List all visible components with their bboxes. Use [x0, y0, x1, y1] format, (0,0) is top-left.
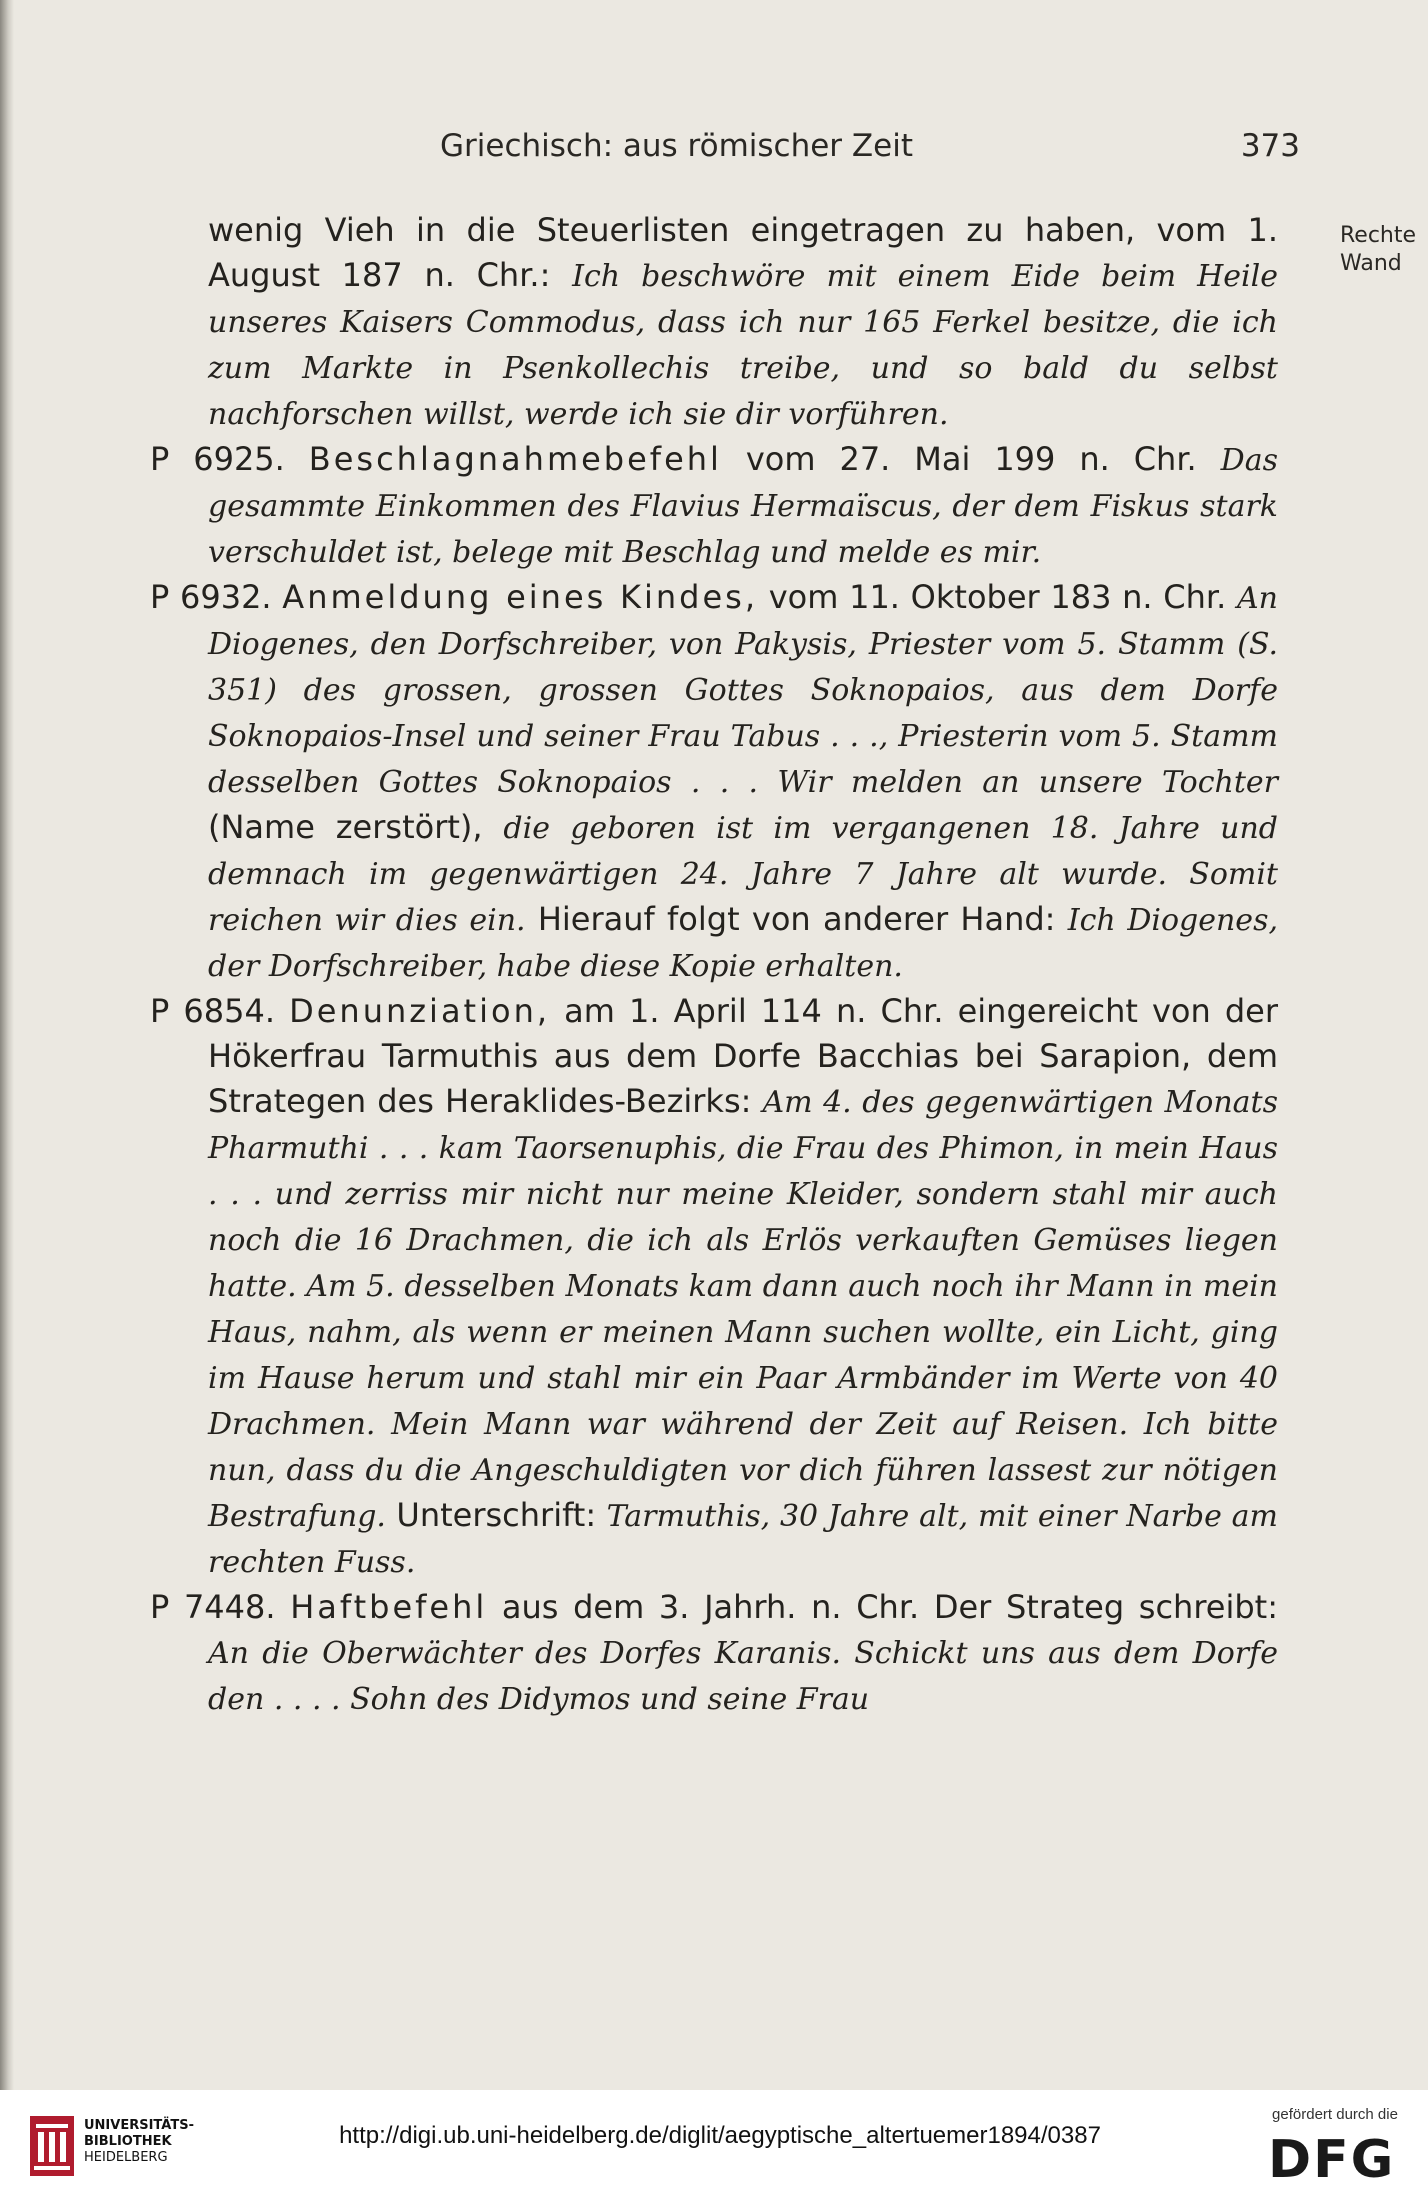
- entry-text: vom 27. Mai 199 n. Chr.: [721, 440, 1221, 478]
- entry: [150, 575, 1279, 989]
- funding-note: gefördert durch die: [1272, 2106, 1398, 2123]
- entry-quote: An die Oberwächter des Dorfes Karanis. Schickt uns aus dem Dorfe den . . . . Sohn des Didymos und seine Frau: [208, 1636, 1278, 1717]
- library-name-line: BIBLIOTHEK: [84, 2134, 172, 2149]
- page-edge-shadow: [0, 0, 14, 2090]
- entry-text: wenig Vieh in die Steuerlisten eingetragen zu haben, vom 1. August 187 n. Chr.:: [208, 211, 1278, 294]
- entry-quote: Am 4. des gegenwärtigen Monats Pharmuthi . . . kam Taorsenuphis, die Frau des Phimon, in mein Haus . . . und zerriss mir nicht nur meine Kleider, sondern stahl mir auch noch die 16 Drachmen, die ich als Erlös verkauften Gemüses liegen hatte. Am 5. desselben Monats kam dann auch noch ihr Mann in mein Haus, nahm, als wenn er meinen Mann suchen wollte, ein Licht, ging im Hause herum und stahl mir ein Paar Armbänder im Werte von 40 Drachmen. Mein Mann war während der Zeit auf Reisen. Ich bitte nun, dass du die Angeschuldigten vor dich führen lassest zur nötigen Bestrafung.: [208, 1085, 1278, 1534]
- entry-text: vom 11. Oktober 183 n. Chr.: [758, 578, 1238, 616]
- entry-heading: Haftbefehl: [290, 1588, 488, 1626]
- entry-heading: Denunziation,: [289, 992, 551, 1030]
- entry-heading: Anmeldung eines Kindes,: [282, 578, 759, 616]
- entry-quote: Ich beschwöre mit einem Eide beim Heile unseres Kaisers Commodus, dass ich nur 165 Ferkel besitze, die ich zum Markte in Psenkollechis treibe, und so bald du selbst nachforschen willst, werde ich sie dir vorführen.: [208, 259, 1278, 432]
- page-number: 373: [1240, 128, 1300, 164]
- entry-continuation: [208, 208, 1278, 437]
- margin-note: [1340, 222, 1424, 278]
- entry-quote: die geboren ist im vergangenen 18. Jahre und demnach im gegenwärtigen 24. Jahre 7 Jahre alt wurde. Somit reichen wir dies ein.: [208, 811, 1278, 938]
- entry-quote: Das gesammte Einkommen des Flavius Hermaïscus, der dem Fiskus stark verschuldet ist, belege mit Beschlag und melde es mir.: [208, 443, 1279, 570]
- footer-bar: [0, 2090, 1428, 2200]
- library-seal-icon: [30, 2116, 74, 2176]
- papyrus-number: P 6932.: [150, 578, 283, 616]
- entry-heading: Beschlagnahmebefehl: [308, 440, 722, 478]
- running-header: [440, 128, 1300, 178]
- library-name-line: HEIDELBERG: [84, 2150, 168, 2165]
- library-name: [84, 2118, 194, 2166]
- papyrus-number: P 6854.: [150, 992, 290, 1030]
- entry-quote: Tarmuthis, 30 Jahre alt, mit einer Narbe am rechten Fuss.: [208, 1499, 1278, 1580]
- entry-text: (Name zerstört),: [208, 808, 504, 846]
- entry: [150, 989, 1279, 1585]
- entry-text: aus dem 3. Jahrh. n. Chr. Der Strateg schreibt:: [487, 1588, 1279, 1626]
- running-title: Griechisch: aus römischer Zeit: [440, 128, 913, 164]
- entry-text: am 1. April 114 n. Chr. eingereicht von der Hökerfrau Tarmuthis aus dem Dorfe Bacchias bei Sarapion, dem Strategen des Heraklides-Bezirks:: [208, 992, 1279, 1120]
- papyrus-number: P 6925.: [150, 440, 309, 478]
- dfg-logo[interactable]: DFG: [1268, 2130, 1396, 2190]
- library-name-line: UNIVERSITÄTS-: [84, 2118, 194, 2133]
- permalink-url[interactable]: http://digi.ub.uni-heidelberg.de/diglit/aegyptische_altertuemer1894/0387: [339, 2122, 1101, 2149]
- entry: [150, 1585, 1279, 1722]
- body-text: [150, 208, 1278, 1722]
- papyrus-number: P 7448.: [150, 1588, 291, 1626]
- entry-quote: An Diogenes, den Dorfschreiber, von Pakysis, Priester vom 5. Stamm (S. 351) des grossen, grossen Gottes Soknopaios, aus dem Dorfe Soknopaios-Insel und seiner Frau Tabus . . ., Priesterin vom 5. Stamm desselben Gottes Soknopaios . . . Wir melden an unsere Tochter: [208, 581, 1279, 800]
- entry: [150, 437, 1279, 575]
- entry-text: Unterschrift:: [385, 1496, 607, 1534]
- margin-note-line: Rechte: [1340, 223, 1417, 248]
- entry-text: Hierauf folgt von anderer Hand:: [525, 900, 1068, 938]
- library-logo[interactable]: [30, 2112, 194, 2182]
- entry-quote: Ich Diogenes, der Dorfschreiber, habe diese Kopie erhalten.: [208, 903, 1278, 984]
- margin-note-line: Wand: [1340, 251, 1402, 276]
